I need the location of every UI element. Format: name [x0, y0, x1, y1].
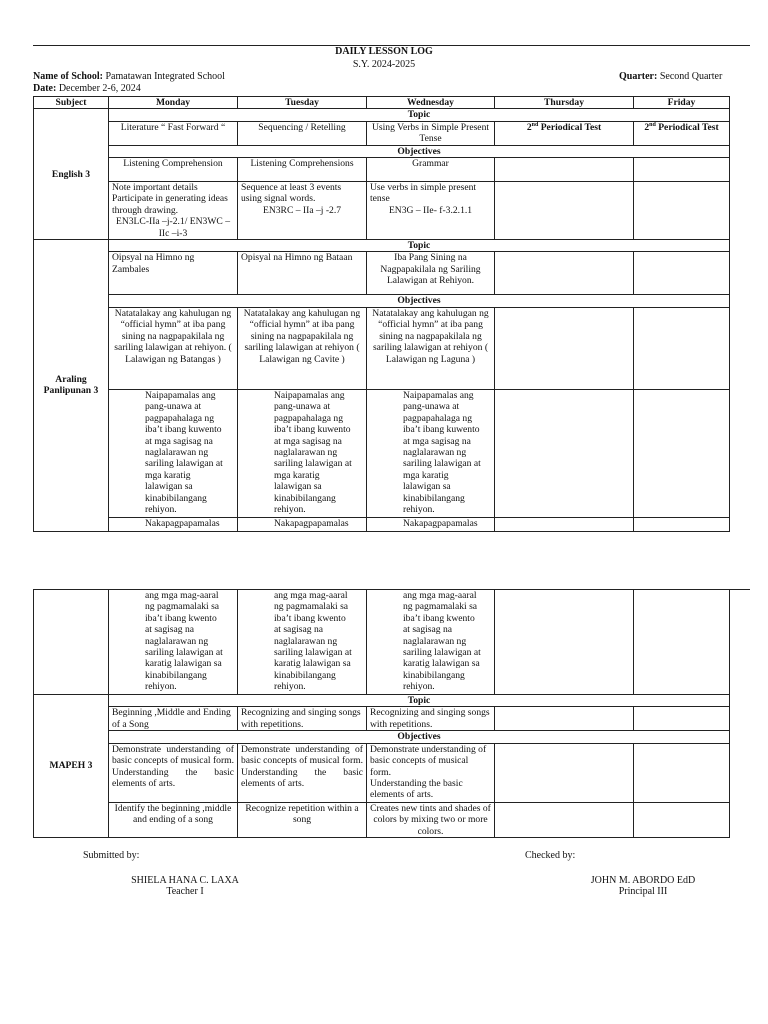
- mapeh-topic-friday: [634, 707, 730, 731]
- english-obj2-wednesday: [367, 182, 495, 240]
- ap-obj2-friday: [634, 389, 730, 517]
- english-obj1-tuesday: Listening Comprehensions: [238, 158, 367, 182]
- mapeh-obj1-friday: [634, 743, 730, 802]
- english-obj2-monday-code: EN3LC-IIa –j-2.1/ EN3WC – IIc –i-3: [115, 216, 231, 239]
- ap-obj3-monday: Nakapagpapamalas: [109, 517, 238, 531]
- english-obj2-wednesday-code: EN3G – IIe- f-3.2.1.1: [388, 204, 473, 216]
- english-topic-monday: Literature “ Fast Forward “: [109, 121, 238, 145]
- ap-obj3-cont-friday: [634, 590, 730, 695]
- objectives-band: Objectives: [109, 731, 730, 743]
- ap-topic-row: [34, 252, 730, 295]
- english-obj2-tuesday-code: EN3RC – IIa –j -2.7: [262, 204, 342, 216]
- ap-topic-friday: [634, 252, 730, 295]
- topic-band: Topic: [109, 695, 730, 707]
- english-obj2-wednesday-text: Use verbs in simple present tense: [370, 182, 477, 205]
- principal-role: Principal III: [618, 886, 668, 897]
- quarter-label: Quarter:: [619, 71, 658, 82]
- date-value: December 2-6, 2024: [58, 83, 141, 94]
- ap-topic-band: [34, 240, 730, 252]
- ap-obj3-cont-wednesday: ang mga mag-aaral ng pagmamalaki sa iba’t ibang kwento at sagisag na naglalarawan ng sariling lalawigan at karatig lalawigan sa kinabibilangang rehiyon.: [367, 590, 495, 695]
- col-subject: Subject: [34, 97, 109, 109]
- subject-ap-line1: Araling: [55, 374, 87, 386]
- mapeh-obj1-wednesday-extra: Understanding the basic elements of arts.: [370, 778, 463, 801]
- periodical-text: Periodical Test: [538, 121, 602, 133]
- periodical-num: 2: [644, 121, 650, 133]
- mapeh-obj1-thursday: [495, 743, 634, 802]
- col-friday: Friday: [634, 97, 730, 109]
- principal-name: JOHN M. ABORDO EdD: [590, 875, 696, 886]
- mapeh-obj2-friday: [634, 802, 730, 837]
- subject-araling-panlipunan: [34, 240, 109, 532]
- date: [33, 83, 141, 94]
- col-thursday: Thursday: [495, 97, 634, 109]
- english-objectives-band: [34, 145, 730, 157]
- topic-band: Topic: [109, 109, 730, 121]
- ap-obj1-monday: Natatalakay ang kahulugan ng “official hymn” at iba pang sining na nagpapakilala ng sariling lalawigan at rehiyon. ( Lalawigan ng Batangas ): [109, 307, 238, 389]
- english-obj2-tuesday: [238, 182, 367, 240]
- subject-continued-empty: [34, 590, 109, 695]
- date-label: Date:: [33, 83, 57, 94]
- english-topic-band: [34, 109, 730, 121]
- ap-obj2-monday: Naipapamalas ang pang-unawa at pagpapahalaga ng iba’t ibang kuwento at mga sagisag na naglalarawan ng sariling lalawigan at mga karatig lalawigan sa kinabibilangang rehiyon.: [109, 389, 238, 517]
- submitted-by-label: Submitted by:: [83, 850, 140, 861]
- ap-obj3-cont-thursday: [495, 590, 634, 695]
- english-obj2-tuesday-text: Sequence at least 3 events using signal words.: [241, 182, 342, 205]
- ap-obj3-thursday: [495, 517, 634, 531]
- periodical-text: Periodical Test: [655, 121, 719, 133]
- ap-obj2-tuesday: Naipapamalas ang pang-unawa at pagpapahalaga ng iba’t ibang kuwento at mga sagisag na naglalarawan ng sariling lalawigan at mga karatig lalawigan sa kinabibilangang rehiyon.: [238, 389, 367, 517]
- teacher-signature-block: [110, 875, 260, 897]
- english-obj2-monday: [109, 182, 238, 240]
- english-obj1-monday: Listening Comprehension: [109, 158, 238, 182]
- ap-obj1-wednesday: Natatalakay ang kahulugan ng “official hymn” at iba pang sining na nagpapakilala ng sariling lalawigan at rehiyon ( Lalawigan ng Laguna ): [367, 307, 495, 389]
- subject-ap-line2: Panlipunan 3: [43, 385, 99, 397]
- objectives-band: Objectives: [109, 145, 730, 157]
- mapeh-obj1-tuesday: Demonstrate understanding of basic concepts of musical form. Understanding the basic elements of arts.: [238, 743, 367, 802]
- english-topic-wednesday: Using Verbs in Simple Present Tense: [367, 121, 495, 145]
- mapeh-obj1-wednesday: [367, 743, 495, 802]
- teacher-name: SHIELA HANA C. LAXA: [131, 875, 239, 886]
- english-obj1-wednesday: Grammar: [367, 158, 495, 182]
- ap-topic-tuesday: Opisyal na Himno ng Bataan: [238, 252, 367, 295]
- mapeh-obj2-wednesday: Creates new tints and shades of colors by mixing two or more colors.: [367, 802, 495, 837]
- mapeh-obj1-row: [34, 743, 730, 802]
- english-obj1-friday: [634, 158, 730, 182]
- mapeh-objectives-band: [34, 731, 730, 743]
- ap-topic-monday: Oipsyal na Himno ng Zambales: [109, 252, 238, 295]
- mapeh-obj2-monday: Identify the beginning ,middle and ending of a song: [109, 802, 238, 837]
- school-name: [33, 71, 225, 82]
- principal-signature-block: [568, 875, 718, 897]
- english-topic-thursday: [495, 121, 634, 145]
- periodical-sup: nd: [531, 121, 539, 128]
- ap-obj2-wednesday: Naipapamalas ang pang-unawa at pagpapahalaga ng iba’t ibang kuwento at mga sagisag na naglalarawan ng sariling lalawigan at mga karatig lalawigan sa kinabibilangang rehiyon.: [367, 389, 495, 517]
- ap-obj1-row: [34, 307, 730, 389]
- column-header-row: [34, 97, 730, 109]
- lesson-log-table-page1: [33, 96, 730, 532]
- ap-obj3-wednesday: Nakapagpapamalas: [367, 517, 495, 531]
- ap-obj3-cont-tuesday: ang mga mag-aaral ng pagmamalaki sa iba’t ibang kwento at sagisag na naglalarawan ng sariling lalawigan at karatig lalawigan sa kinabibilangang rehiyon.: [238, 590, 367, 695]
- ap-obj1-friday: [634, 307, 730, 389]
- english-obj2-row: [34, 182, 730, 240]
- subject-english: English 3: [34, 109, 109, 240]
- school-value: Pamatawan Integrated School: [105, 71, 225, 82]
- doc-title: DAILY LESSON LOG: [335, 46, 433, 57]
- english-obj1-thursday: [495, 158, 634, 182]
- teacher-role: Teacher I: [166, 886, 204, 897]
- quarter: [619, 71, 722, 82]
- topic-band: Topic: [109, 240, 730, 252]
- school-year: S.Y. 2024-2025: [352, 59, 416, 70]
- mapeh-topic-band: [34, 695, 730, 707]
- mapeh-obj1-wednesday-text: Demonstrate understanding of basic concepts of musical form.: [370, 743, 487, 778]
- quarter-value: Second Quarter: [659, 71, 723, 82]
- mapeh-obj2-thursday: [495, 802, 634, 837]
- english-obj1-row: [34, 158, 730, 182]
- ap-obj3-tuesday: Nakapagpapamalas: [238, 517, 367, 531]
- ap-obj3-friday: [634, 517, 730, 531]
- ap-obj3-continued-row: [34, 590, 730, 695]
- col-tuesday: Tuesday: [238, 97, 367, 109]
- mapeh-topic-wednesday: Recognizing and singing songs with repetitions.: [367, 707, 495, 731]
- school-label: Name of School:: [33, 71, 103, 82]
- ap-obj1-tuesday: Natatalakay ang kahulugan ng “official hymn” at iba pang sining na nagpapakilala ng sariling lalawigan at rehiyon ( Lalawigan ng Cavite ): [238, 307, 367, 389]
- checked-by-label: Checked by:: [525, 850, 576, 861]
- subject-mapeh: MAPEH 3: [34, 695, 109, 838]
- col-monday: Monday: [109, 97, 238, 109]
- objectives-band: Objectives: [109, 295, 730, 307]
- english-obj2-thursday: [495, 182, 634, 240]
- english-topic-row: [34, 121, 730, 145]
- mapeh-topic-monday: Beginning ,Middle and Ending of a Song: [109, 707, 238, 731]
- mapeh-topic-row: [34, 707, 730, 731]
- mapeh-topic-thursday: [495, 707, 634, 731]
- english-obj2-monday-text: Note important details Participate in generating ideas through drawing.: [112, 182, 228, 216]
- periodical-num: 2: [526, 121, 532, 133]
- ap-topic-thursday: [495, 252, 634, 295]
- ap-topic-wednesday: Iba Pang Sining na Nagpapakilala ng Sariling Lalawigan at Rehiyon.: [367, 252, 495, 295]
- mapeh-obj2-row: [34, 802, 730, 837]
- lesson-log-table-page2: [33, 589, 730, 838]
- ap-objectives-band: [34, 295, 730, 307]
- english-topic-tuesday: Sequencing / Retelling: [238, 121, 367, 145]
- mapeh-topic-tuesday: Recognizing and singing songs with repetitions.: [238, 707, 367, 731]
- ap-obj3-cont-monday: ang mga mag-aaral ng pagmamalaki sa iba’t ibang kwento at sagisag na naglalarawan ng sariling lalawigan at karatig lalawigan sa kinabibilangang rehiyon.: [109, 590, 238, 695]
- english-obj2-friday: [634, 182, 730, 240]
- ap-obj2-thursday: [495, 389, 634, 517]
- mapeh-obj2-tuesday: Recognize repetition within a song: [238, 802, 367, 837]
- english-topic-friday: [634, 121, 730, 145]
- ap-obj1-thursday: [495, 307, 634, 389]
- col-wednesday: Wednesday: [367, 97, 495, 109]
- periodical-sup: nd: [649, 121, 656, 128]
- ap-obj2-row: [34, 389, 730, 517]
- ap-obj3-row: [34, 517, 730, 531]
- mapeh-obj1-monday: Demonstrate understanding of basic concepts of musical form. Understanding the basic elements of arts.: [109, 743, 238, 802]
